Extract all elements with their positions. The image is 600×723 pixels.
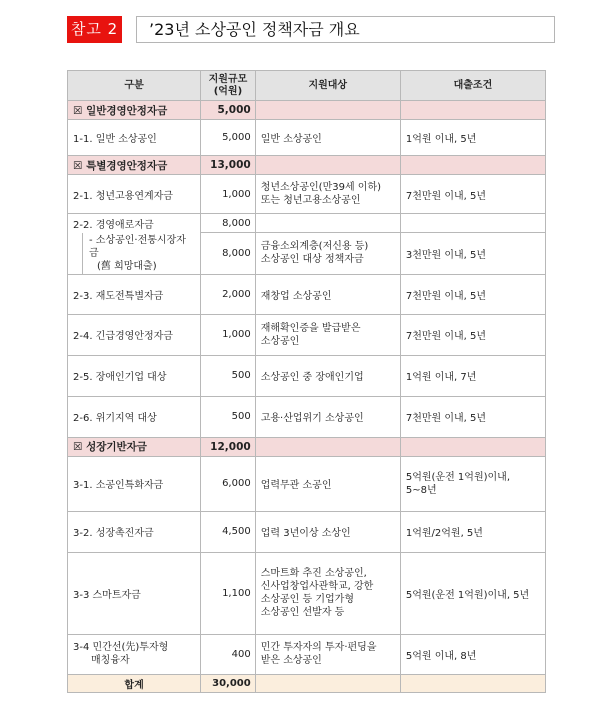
target: [255, 314, 400, 355]
table-row: [68, 634, 546, 674]
terms: [400, 101, 545, 120]
label-line: 3-4 민간선(先)투자형: [73, 642, 169, 653]
item-label: [68, 634, 201, 674]
reference-badge: 참고 2: [67, 16, 122, 43]
sub-row: [68, 233, 546, 275]
page-title: ’23년 소상공인 정책자금 개요: [136, 16, 555, 43]
sub-item-label-text: [89, 234, 195, 273]
amount: 4,500: [201, 511, 256, 552]
target-line: 스마트화 추진 소상공인,: [260, 568, 367, 579]
target-line: 소상공인 등 기업가형: [260, 594, 355, 605]
table-row: [68, 214, 546, 233]
target-line: 청년소상공인(만39세 이하): [260, 182, 382, 193]
target: [255, 175, 400, 214]
terms: 5억원(운전 1억원)이내, 5년: [400, 552, 545, 634]
target-line: 신사업창업사관학교, 강한: [260, 581, 374, 592]
terms: 5억원 이내, 8년: [400, 634, 545, 674]
item-label: 2-3. 재도전특별자금: [68, 274, 201, 314]
target-line: 민간 투자자의 투자·펀딩을: [260, 642, 377, 653]
table-row: [68, 355, 546, 396]
amount: 1,000: [201, 314, 256, 355]
amount: 1,000: [201, 175, 256, 214]
section-row: [68, 437, 546, 456]
table-header-row: [68, 71, 546, 101]
target-line: 받은 소상공인: [260, 655, 322, 666]
item-label: 2-1. 청년고용연계자금: [68, 175, 201, 214]
target: [255, 634, 400, 674]
table-row: [68, 511, 546, 552]
item-label: 2-6. 위기지역 대상: [68, 396, 201, 437]
terms: 1억원 이내, 7년: [400, 355, 545, 396]
target-line: 소상공인 대상 정책자금: [260, 254, 364, 266]
target: [255, 156, 400, 175]
label-line: - 소상공인·전통시장자금: [89, 234, 186, 259]
amount: 5,000: [201, 120, 256, 156]
terms: 1억원 이내, 5년: [400, 120, 545, 156]
terms: [400, 674, 545, 692]
table-row: [68, 552, 546, 634]
section-label: ☒ 성장기반자금: [68, 437, 201, 456]
amount: 8,000: [201, 233, 256, 275]
target-line: 소상공인: [260, 335, 300, 347]
target-line: 또는 청년고용소상공인: [260, 195, 361, 206]
target: 일반 소상공인: [255, 120, 400, 156]
target: [255, 674, 400, 692]
label-line: 매칭융자: [91, 655, 130, 666]
target: [255, 233, 400, 275]
amount: 6,000: [201, 456, 256, 511]
table-row: [68, 274, 546, 314]
item-label: 3-2. 성장촉진자금: [68, 511, 201, 552]
item-label: 3-3 스마트자금: [68, 552, 201, 634]
total-row: [68, 674, 546, 692]
target: 소상공인 중 장애인기업: [255, 355, 400, 396]
col-header-amount: [201, 71, 256, 101]
section-label: ☒ 일반경영안정자금: [68, 101, 201, 120]
label-line: (舊 희망대출): [97, 260, 157, 272]
item-label: 2-5. 장애인기업 대상: [68, 355, 201, 396]
target-line: 재해확인증을 발급받은: [260, 322, 361, 334]
terms: 7천만원 이내, 5년: [400, 274, 545, 314]
target: [255, 437, 400, 456]
amount: 13,000: [201, 156, 256, 175]
terms-line: 5억원(운전 1억원)이내,: [405, 471, 511, 483]
terms: 1억원/2억원, 5년: [400, 511, 545, 552]
table-row: [68, 314, 546, 355]
table-row: [68, 456, 546, 511]
target: [255, 552, 400, 634]
total-label: 합계: [68, 674, 201, 692]
amount: 5,000: [201, 101, 256, 120]
terms: [400, 456, 545, 511]
item-label: 3-1. 소공인특화자금: [68, 456, 201, 511]
col-header-terms: 대출조건: [400, 71, 545, 101]
terms-line: 5~8년: [405, 484, 437, 496]
terms: [400, 156, 545, 175]
target: [255, 101, 400, 120]
amount: 400: [201, 634, 256, 674]
terms: 3천만원 이내, 5년: [400, 233, 545, 275]
policy-fund-table: [67, 70, 546, 693]
table-row: [68, 120, 546, 156]
col-header-target: 지원대상: [255, 71, 400, 101]
sub-item-label-inner: [82, 233, 195, 274]
terms: 7천만원 이내, 5년: [400, 314, 545, 355]
amount: 500: [201, 396, 256, 437]
col-header-category: 구분: [68, 71, 201, 101]
item-label: 2-4. 긴급경영안정자금: [68, 314, 201, 355]
terms: [400, 437, 545, 456]
section-row: [68, 156, 546, 175]
section-label: ☒ 특별경영안정자금: [68, 156, 201, 175]
terms: 7천만원 이내, 5년: [400, 175, 545, 214]
target: 업력 3년이상 소상인: [255, 511, 400, 552]
terms: [400, 214, 545, 233]
target: 업력무관 소공인: [255, 456, 400, 511]
target: 재창업 소상공인: [255, 274, 400, 314]
col-header-amount-line1: 지원규모: [208, 73, 248, 85]
total-amount: 30,000: [201, 674, 256, 692]
target: 고용·산업위기 소상공인: [255, 396, 400, 437]
amount: 1,100: [201, 552, 256, 634]
amount: 12,000: [201, 437, 256, 456]
target-line: 금융소외계층(저신용 등): [260, 241, 369, 253]
amount: 500: [201, 355, 256, 396]
section-row: [68, 101, 546, 120]
target-line: 소상공인 선발자 등: [260, 607, 345, 618]
terms: 7천만원 이내, 5년: [400, 396, 545, 437]
amount: 2,000: [201, 274, 256, 314]
item-label: 2-2. 경영애로자금: [68, 214, 201, 233]
col-header-amount-line2: (억원): [213, 85, 243, 97]
target: [255, 214, 400, 233]
item-label: 1-1. 일반 소상공인: [68, 120, 201, 156]
amount: 8,000: [201, 214, 256, 233]
table-row: [68, 175, 546, 214]
sub-item-label: [68, 233, 201, 275]
table-row: [68, 396, 546, 437]
